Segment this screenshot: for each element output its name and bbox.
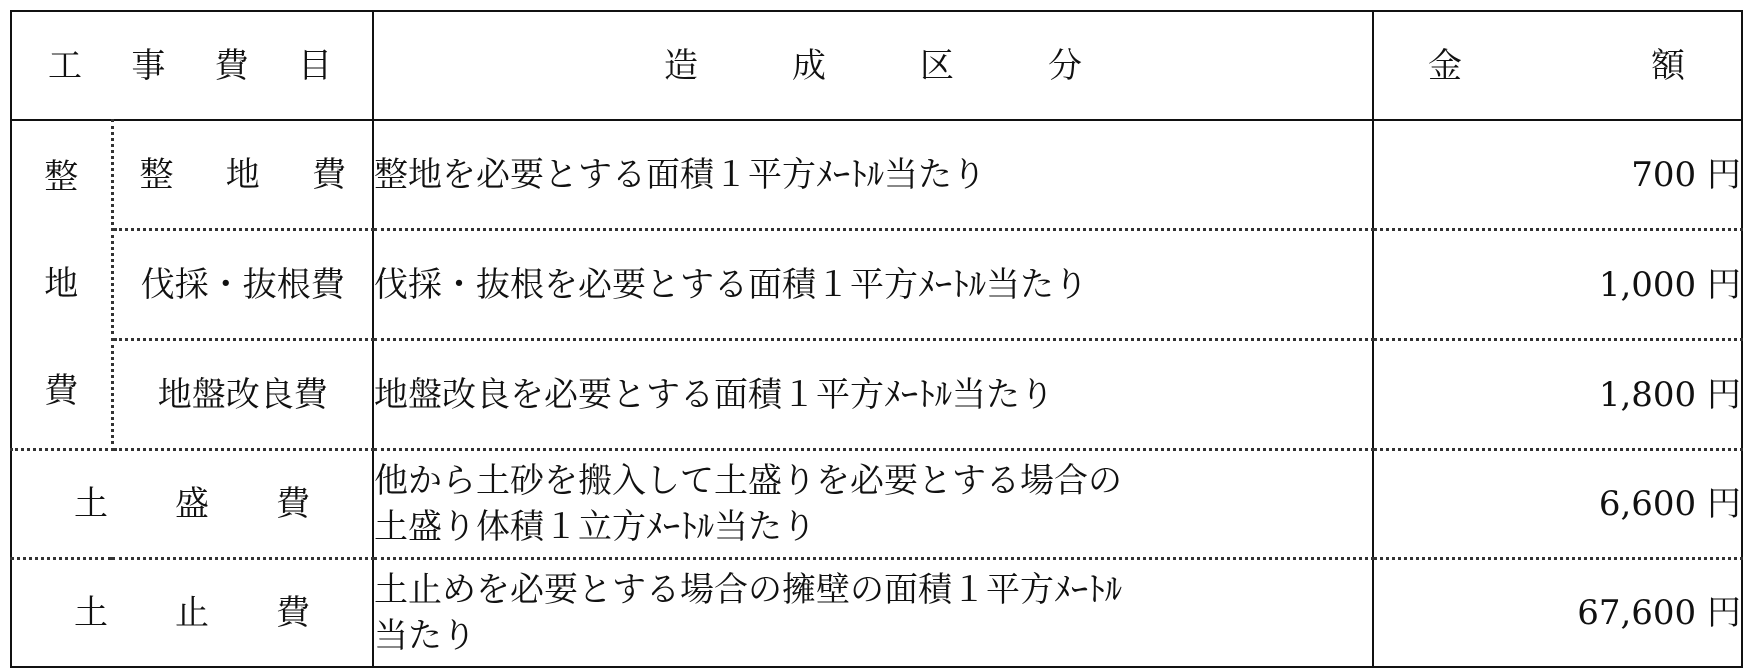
header-char: 費 bbox=[214, 45, 249, 86]
header-char: 成 bbox=[792, 45, 826, 86]
item-char: 土 bbox=[74, 593, 108, 633]
row-description bbox=[373, 450, 1373, 559]
description-line: 土盛り体積１立方ﾒｰﾄﾙ当たり bbox=[374, 507, 816, 547]
header-char: 額 bbox=[1651, 45, 1685, 86]
sub-item-char: 整 bbox=[139, 154, 174, 195]
sub-item-char: 費 bbox=[312, 154, 346, 195]
header-char: 造 bbox=[664, 45, 698, 86]
sub-item-char: 地 bbox=[225, 154, 260, 195]
item-char: 費 bbox=[276, 593, 310, 633]
header-char: 工 bbox=[48, 45, 82, 86]
description-line: 他から土砂を搬入して土盛りを必要とする場合の bbox=[374, 461, 1122, 501]
description-line: 当たり bbox=[374, 616, 476, 656]
header-char: 目 bbox=[297, 45, 332, 86]
description-line: 土止めを必要とする場合の擁壁の面積１平方ﾒｰﾄﾙ bbox=[374, 570, 1122, 610]
row-description: 整地を必要とする面積１平方ﾒｰﾄﾙ当たり bbox=[373, 120, 1373, 230]
header-char: 分 bbox=[1048, 45, 1082, 86]
group-label-char: 整 bbox=[44, 157, 79, 197]
row-description: 伐採・抜根を必要とする面積１平方ﾒｰﾄﾙ当たり bbox=[373, 230, 1373, 340]
item-char: 土 bbox=[74, 484, 108, 524]
sub-item-label: 地盤改良費 bbox=[112, 340, 373, 450]
row-description bbox=[373, 559, 1373, 668]
header-char: 区 bbox=[920, 45, 954, 86]
table-header-row bbox=[11, 11, 1742, 120]
row-amount: 1,000 円 bbox=[1373, 230, 1742, 340]
header-construction-item bbox=[11, 11, 373, 120]
table-row bbox=[11, 120, 1742, 230]
group-label-seichi bbox=[11, 120, 112, 450]
group-label-char: 費 bbox=[44, 371, 79, 411]
table-row bbox=[11, 340, 1742, 450]
item-char: 止 bbox=[175, 593, 209, 633]
land-cost-table bbox=[10, 10, 1743, 668]
header-zousei-kubun bbox=[373, 11, 1373, 120]
header-char: 金 bbox=[1428, 45, 1462, 86]
row-amount: 67,600 円 bbox=[1373, 559, 1742, 668]
header-char: 事 bbox=[131, 45, 166, 86]
row-amount: 1,800 円 bbox=[1373, 340, 1742, 450]
item-char: 費 bbox=[276, 484, 310, 524]
header-kingaku bbox=[1373, 11, 1742, 120]
item-label-dodome bbox=[11, 559, 373, 668]
sub-item-label: 伐採・抜根費 bbox=[112, 230, 373, 340]
table-row bbox=[11, 230, 1742, 340]
row-amount: 700 円 bbox=[1373, 120, 1742, 230]
row-amount: 6,600 円 bbox=[1373, 450, 1742, 559]
row-description: 地盤改良を必要とする面積１平方ﾒｰﾄﾙ当たり bbox=[373, 340, 1373, 450]
table-row bbox=[11, 559, 1742, 668]
item-label-domori bbox=[11, 450, 373, 559]
item-char: 盛 bbox=[175, 484, 209, 524]
group-label-char: 地 bbox=[44, 264, 79, 304]
table-row bbox=[11, 450, 1742, 559]
sub-item-label bbox=[112, 120, 373, 230]
